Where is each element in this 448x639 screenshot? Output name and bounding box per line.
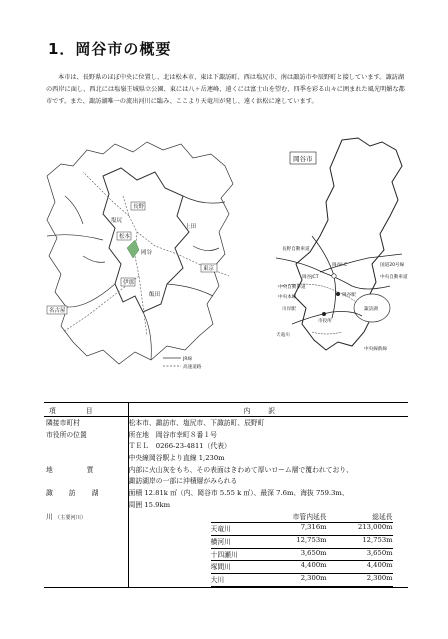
river-row bbox=[211, 561, 393, 574]
river-within: 7,316m bbox=[277, 523, 327, 536]
river-within: 3,650m bbox=[277, 548, 327, 561]
okaya-label-kawagishi-station: 川岸駅 bbox=[282, 307, 296, 312]
table-row bbox=[44, 464, 408, 476]
row-content-geology-2: 諏訪湖岸の一部に沖積層がみられる bbox=[128, 477, 238, 486]
table-row-rivers bbox=[44, 511, 408, 588]
okaya-label-lake-suwa: 諏訪湖 bbox=[364, 307, 378, 312]
row-content-adjacent: 松本市、諏訪市、塩尻市、下諏訪町、辰野町 bbox=[128, 419, 265, 427]
map-label-iida: 飯田 bbox=[149, 292, 161, 298]
okaya-label-chuo-expressway: 中央自動車道 bbox=[380, 275, 408, 280]
city-info-table bbox=[44, 402, 408, 588]
okaya-label-tenryu-river: 天竜川 bbox=[276, 333, 290, 338]
river-within: 2,300m bbox=[277, 573, 327, 586]
rivers-table bbox=[211, 511, 393, 587]
river-total: 12,753m bbox=[327, 535, 393, 548]
map-label-shiojiri: 塩尻 bbox=[111, 218, 123, 224]
river-name: 大川 bbox=[211, 573, 277, 586]
river-total: 213,000m bbox=[327, 523, 393, 536]
okaya-label-okaya-ic: 岡谷I.C bbox=[332, 263, 348, 268]
river-total: 4,400m bbox=[327, 561, 393, 574]
row-content-address: 所在地 岡谷市幸町８番１号 bbox=[128, 430, 217, 439]
table-row bbox=[44, 487, 408, 499]
row-label-rivers: 川 bbox=[46, 512, 53, 521]
legend-expressway: 高速道路 bbox=[183, 365, 202, 370]
okaya-label-city-hall: 市役所 bbox=[318, 319, 332, 324]
okaya-label-chuo-expressway-south: 中央自動車道 bbox=[278, 285, 306, 290]
river-name: 塚間川 bbox=[211, 561, 277, 574]
row-content-lake-2: 周囲 15.9km bbox=[128, 500, 171, 509]
nagano-region-map bbox=[43, 136, 238, 380]
river-total: 2,300m bbox=[327, 573, 393, 586]
river-total: 3,650m bbox=[327, 548, 393, 561]
river-name: 天竜川 bbox=[211, 523, 277, 536]
row-label-adjacent: 隣接市町村 bbox=[44, 417, 128, 429]
legend-jr-line: JR線 bbox=[183, 357, 193, 362]
okaya-label-chuo-new-line: 中央線新線 bbox=[364, 347, 387, 352]
river-name: 十四瀬川 bbox=[211, 548, 277, 561]
okaya-label-okaya-jct: 岡谷JCT bbox=[302, 275, 319, 280]
map-label-tokyo: 東京 bbox=[203, 266, 215, 272]
intro-paragraph: 本市は、長野県のほぼ中央に位置し、北は松本市、東は下諏訪町、西は塩尻市、南は諏訪市や辰野町と接しています。諏訪湖の西岸に面し、西北には塩嶺王城県立公園、東には八ヶ岳連峰、遠くには富士山を望む、四季を彩る山々に囲まれた風光明媚な都市です。また、諏訪湖唯一の流出河川に臨み、ここより天竜川が発し、遠く浜松に達しています。 bbox=[46, 74, 405, 105]
row-content-geology-1: 内部に火山灰をもち、その表面はきわめて厚いローム層で覆われており、 bbox=[128, 465, 353, 474]
page-title: 1．岡谷市の概要 bbox=[48, 40, 172, 58]
river-within: 12,753m bbox=[277, 535, 327, 548]
row-label-rivers-sub: （主要河川） bbox=[54, 514, 87, 521]
map-label-nagano: 長野 bbox=[133, 204, 145, 210]
river-row bbox=[211, 548, 393, 561]
row-content-distance: 中央線岡谷駅より直線 1,230m bbox=[128, 454, 225, 463]
okaya-label-nagano-expressway: 長野自動車道 bbox=[282, 247, 310, 252]
okaya-city-map bbox=[272, 136, 412, 360]
rivers-col-within: 市管内延長 bbox=[277, 511, 327, 523]
okaya-label-chuo-line: 中央本線 bbox=[278, 295, 297, 300]
river-row bbox=[211, 535, 393, 548]
row-label-geology: 地質 bbox=[46, 465, 128, 474]
map-label-okaya: 岡谷 bbox=[141, 250, 153, 256]
okaya-label-okaya-station: 岡谷駅 bbox=[342, 293, 356, 298]
river-row bbox=[211, 523, 393, 536]
row-label-lake-suwa: 諏訪湖 bbox=[44, 487, 128, 499]
okaya-map-title: 岡谷市 bbox=[293, 155, 313, 163]
table-row bbox=[44, 429, 408, 441]
table-row bbox=[44, 417, 408, 429]
row-content-tel: ＴＥＬ 0266-23-4811（代表） bbox=[128, 442, 231, 451]
map-label-ueda: 上田 bbox=[185, 224, 197, 230]
river-name: 横河川 bbox=[211, 535, 277, 548]
map-label-ina: 伊那 bbox=[123, 280, 135, 286]
row-label-cityhall: 市役所の位置 bbox=[44, 429, 128, 441]
rivers-col-total: 総延長 bbox=[327, 511, 393, 523]
river-row bbox=[211, 573, 393, 586]
okaya-label-route20: 国道20号線 bbox=[380, 263, 405, 268]
map-label-nagoya: 名古屋 bbox=[49, 308, 66, 314]
table-header-item: 項目 bbox=[44, 403, 128, 417]
table-header-detail: 内訳 bbox=[128, 403, 408, 417]
map-label-matsumoto: 松本 bbox=[119, 234, 131, 240]
river-within: 4,400m bbox=[277, 561, 327, 574]
row-content-lake-1: 面積 12.81k ㎡（内、岡谷市 5.55 k ㎡）、最深 7.6m、海抜 759.3m、 bbox=[128, 489, 349, 498]
